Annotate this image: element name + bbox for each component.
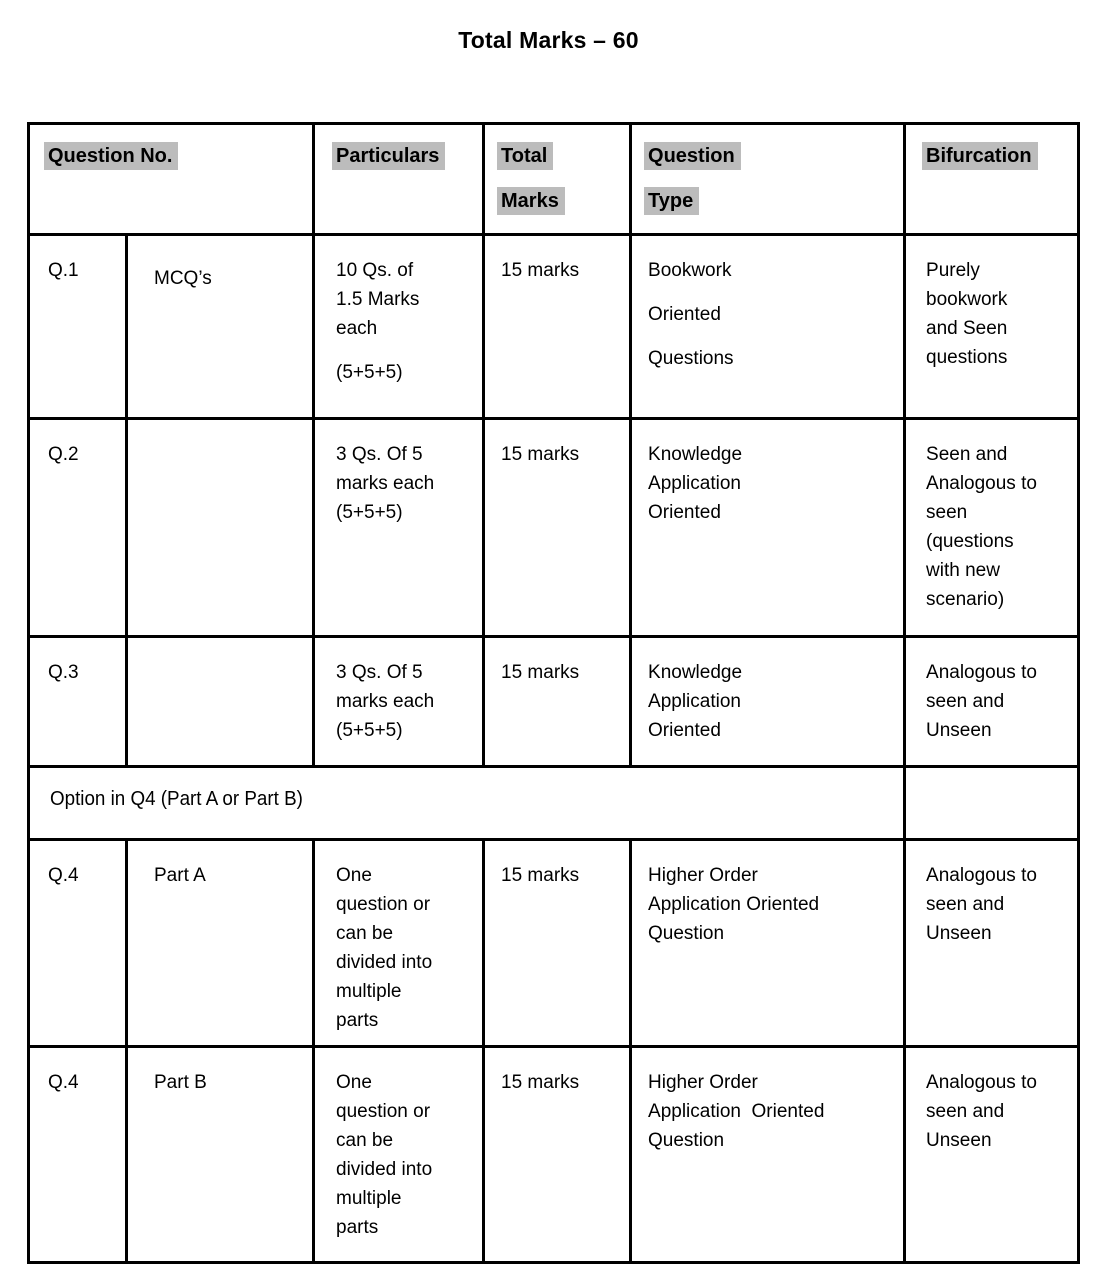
table-row-q3 — [29, 637, 1079, 767]
cell-total-marks: 15 marks — [484, 840, 631, 1047]
header-particulars: Particulars — [314, 124, 484, 235]
cell-label: Part B — [127, 1047, 314, 1263]
option-in-q4-cell — [29, 767, 905, 840]
cell-bifurcation: Seen and Analogous to seen (questions with new scenario) — [905, 419, 1079, 637]
cell-bifurcation-empty — [905, 767, 1079, 840]
cell-bifurcation: Purely bookwork and Seen questions — [905, 235, 1079, 419]
cell-question-no: Q.4 — [29, 840, 127, 1047]
cell-bifurcation: Analogous to seen and Unseen — [905, 840, 1079, 1047]
header-total-marks: Total Marks — [484, 124, 631, 235]
option-in-q4-text: Option in Q4 (Part A or Part B) — [50, 788, 303, 810]
cell-question-type: Knowledge Application Oriented — [631, 419, 905, 637]
header-question-no: Question No. — [29, 124, 314, 235]
table-header-row — [29, 124, 1079, 235]
cell-total-marks: 15 marks — [484, 1047, 631, 1263]
cell-question-type: Knowledge Application Oriented — [631, 637, 905, 767]
table-row-q2 — [29, 419, 1079, 637]
cell-question-type: Higher Order Application Oriented Question — [631, 840, 905, 1047]
cell-total-marks: 15 marks — [484, 637, 631, 767]
option-row — [29, 767, 1079, 840]
cell-total-marks: 15 marks — [484, 419, 631, 637]
table-row-q4-part-a — [29, 840, 1079, 1047]
cell-bifurcation: Analogous to seen and Unseen — [905, 637, 1079, 767]
cell-bifurcation: Analogous to seen and Unseen — [905, 1047, 1079, 1263]
table-row-q1 — [29, 235, 1079, 419]
table-row-q4-part-b — [29, 1047, 1079, 1263]
cell-question-no: Q.4 — [29, 1047, 127, 1263]
cell-particulars: One question or can be divided into multiple parts — [314, 840, 484, 1047]
cell-question-no: Q.2 — [29, 419, 127, 637]
header-bifurcation: Bifurcation — [905, 124, 1079, 235]
page-title: Total Marks – 60 — [458, 27, 639, 53]
cell-question-type: Bookwork Oriented Questions — [631, 235, 905, 419]
cell-question-type: Higher Order Application Oriented Question — [631, 1047, 905, 1263]
cell-particulars: One question or can be divided into multiple parts — [314, 1047, 484, 1263]
cell-particulars: 3 Qs. Of 5 marks each (5+5+5) — [314, 637, 484, 767]
cell-label — [127, 637, 314, 767]
cell-label — [127, 419, 314, 637]
marks-table — [27, 122, 1080, 1264]
header-question-type: Question Type — [631, 124, 905, 235]
cell-question-no: Q.1 — [29, 235, 127, 419]
cell-question-no: Q.3 — [29, 637, 127, 767]
cell-particulars: 10 Qs. of 1.5 Marks each (5+5+5) — [314, 235, 484, 419]
cell-particulars: 3 Qs. Of 5 marks each (5+5+5) — [314, 419, 484, 637]
cell-total-marks: 15 marks — [484, 235, 631, 419]
cell-label: Part A — [127, 840, 314, 1047]
cell-label: MCQ’s — [127, 235, 314, 419]
